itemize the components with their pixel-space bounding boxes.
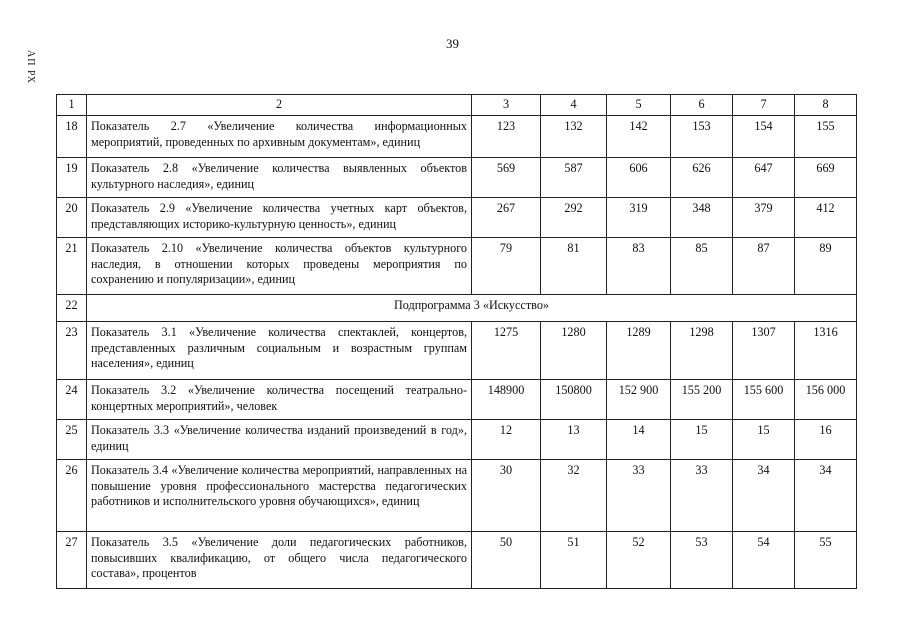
table-row [57, 532, 857, 589]
indicator-value: 51 [541, 532, 607, 589]
subprogram-title: Подпрограмма 3 «Искусство» [87, 295, 857, 322]
indicator-value: 15 [733, 420, 795, 460]
table-row [57, 380, 857, 420]
indicator-value: 81 [541, 238, 607, 295]
indicator-description: Показатель 3.5 «Увеличение доли педагогических работников, повысивших квалификацию, от общего числа педагогического состава», процентов [87, 532, 472, 589]
indicator-description: Показатель 3.1 «Увеличение количества спектаклей, концертов, представленных различным социальным и возрастным группам населения», единиц [87, 322, 472, 380]
indicator-value: 412 [795, 198, 857, 238]
indicator-value: 53 [671, 532, 733, 589]
indicator-value: 647 [733, 158, 795, 198]
row-number: 21 [57, 238, 87, 295]
header-cell: 5 [607, 95, 671, 116]
indicator-value: 13 [541, 420, 607, 460]
row-number: 22 [57, 295, 87, 322]
indicator-value: 156 000 [795, 380, 857, 420]
page-number: 39 [446, 36, 459, 51]
row-number: 25 [57, 420, 87, 460]
indicator-value: 267 [472, 198, 541, 238]
table-row [57, 158, 857, 198]
indicator-value: 85 [671, 238, 733, 295]
indicator-value: 152 900 [607, 380, 671, 420]
indicator-value: 52 [607, 532, 671, 589]
indicator-value: 32 [541, 460, 607, 532]
table-row [57, 420, 857, 460]
indicator-value: 626 [671, 158, 733, 198]
header-cell: 4 [541, 95, 607, 116]
indicator-value: 154 [733, 116, 795, 158]
indicator-value: 148900 [472, 380, 541, 420]
indicator-description: Показатель 3.2 «Увеличение количества посещений театрально-концертных мероприятий», человек [87, 380, 472, 420]
table-header-row [57, 95, 857, 116]
table-row [57, 238, 857, 295]
indicator-value: 33 [671, 460, 733, 532]
indicator-description: Показатель 2.9 «Увеличение количества учетных карт объектов, представляющих историко-культурную ценность», единиц [87, 198, 472, 238]
header-cell: 3 [472, 95, 541, 116]
indicator-description: Показатель 3.3 «Увеличение количества изданий произведений в год», единиц [87, 420, 472, 460]
indicator-value: 16 [795, 420, 857, 460]
row-number: 23 [57, 322, 87, 380]
indicator-value: 34 [733, 460, 795, 532]
row-number: 27 [57, 532, 87, 589]
indicator-value: 15 [671, 420, 733, 460]
indicator-value: 50 [472, 532, 541, 589]
row-number: 18 [57, 116, 87, 158]
row-number: 20 [57, 198, 87, 238]
indicator-value: 55 [795, 532, 857, 589]
indicator-value: 1280 [541, 322, 607, 380]
side-stamp-mark: АП РХ [25, 50, 36, 85]
row-number: 24 [57, 380, 87, 420]
indicator-value: 34 [795, 460, 857, 532]
indicator-value: 150800 [541, 380, 607, 420]
indicator-value: 83 [607, 238, 671, 295]
indicator-value: 155 600 [733, 380, 795, 420]
indicator-value: 669 [795, 158, 857, 198]
indicator-value: 89 [795, 238, 857, 295]
indicator-description: Показатель 3.4 «Увеличение количества мероприятий, направленных на повышение уровня профессионального мастерства педагогических работников и исполнительского уровня обучающихся», единиц [87, 460, 472, 532]
table-row [57, 116, 857, 158]
row-number: 19 [57, 158, 87, 198]
indicator-value: 319 [607, 198, 671, 238]
indicator-description: Показатель 2.7 «Увеличение количества информационных мероприятий, проведенных по архивным документам», единиц [87, 116, 472, 158]
indicator-value: 79 [472, 238, 541, 295]
indicators-table [56, 94, 857, 589]
header-cell: 7 [733, 95, 795, 116]
indicator-value: 33 [607, 460, 671, 532]
indicator-value: 569 [472, 158, 541, 198]
indicator-value: 132 [541, 116, 607, 158]
indicator-value: 606 [607, 158, 671, 198]
indicator-description: Показатель 2.8 «Увеличение количества выявленных объектов культурного наследия», единиц [87, 158, 472, 198]
indicator-value: 153 [671, 116, 733, 158]
row-number: 26 [57, 460, 87, 532]
header-cell: 6 [671, 95, 733, 116]
indicator-value: 155 [795, 116, 857, 158]
indicator-value: 1316 [795, 322, 857, 380]
indicator-value: 142 [607, 116, 671, 158]
header-cell: 8 [795, 95, 857, 116]
header-cell: 1 [57, 95, 87, 116]
indicator-value: 12 [472, 420, 541, 460]
indicator-value: 14 [607, 420, 671, 460]
indicator-value: 54 [733, 532, 795, 589]
subprogram-row [57, 295, 857, 322]
indicator-value: 1275 [472, 322, 541, 380]
indicator-value: 292 [541, 198, 607, 238]
header-cell: 2 [87, 95, 472, 116]
indicator-value: 123 [472, 116, 541, 158]
table-row [57, 460, 857, 532]
indicator-value: 30 [472, 460, 541, 532]
indicator-description: Показатель 2.10 «Увеличение количества объектов культурного наследия, в отношении которых проведены мероприятия по сохранению и популяризации», единиц [87, 238, 472, 295]
indicator-value: 1289 [607, 322, 671, 380]
indicator-value: 587 [541, 158, 607, 198]
indicator-value: 1307 [733, 322, 795, 380]
indicator-value: 155 200 [671, 380, 733, 420]
indicator-value: 1298 [671, 322, 733, 380]
indicator-value: 348 [671, 198, 733, 238]
table-row [57, 322, 857, 380]
indicator-value: 379 [733, 198, 795, 238]
indicator-value: 87 [733, 238, 795, 295]
table-row [57, 198, 857, 238]
